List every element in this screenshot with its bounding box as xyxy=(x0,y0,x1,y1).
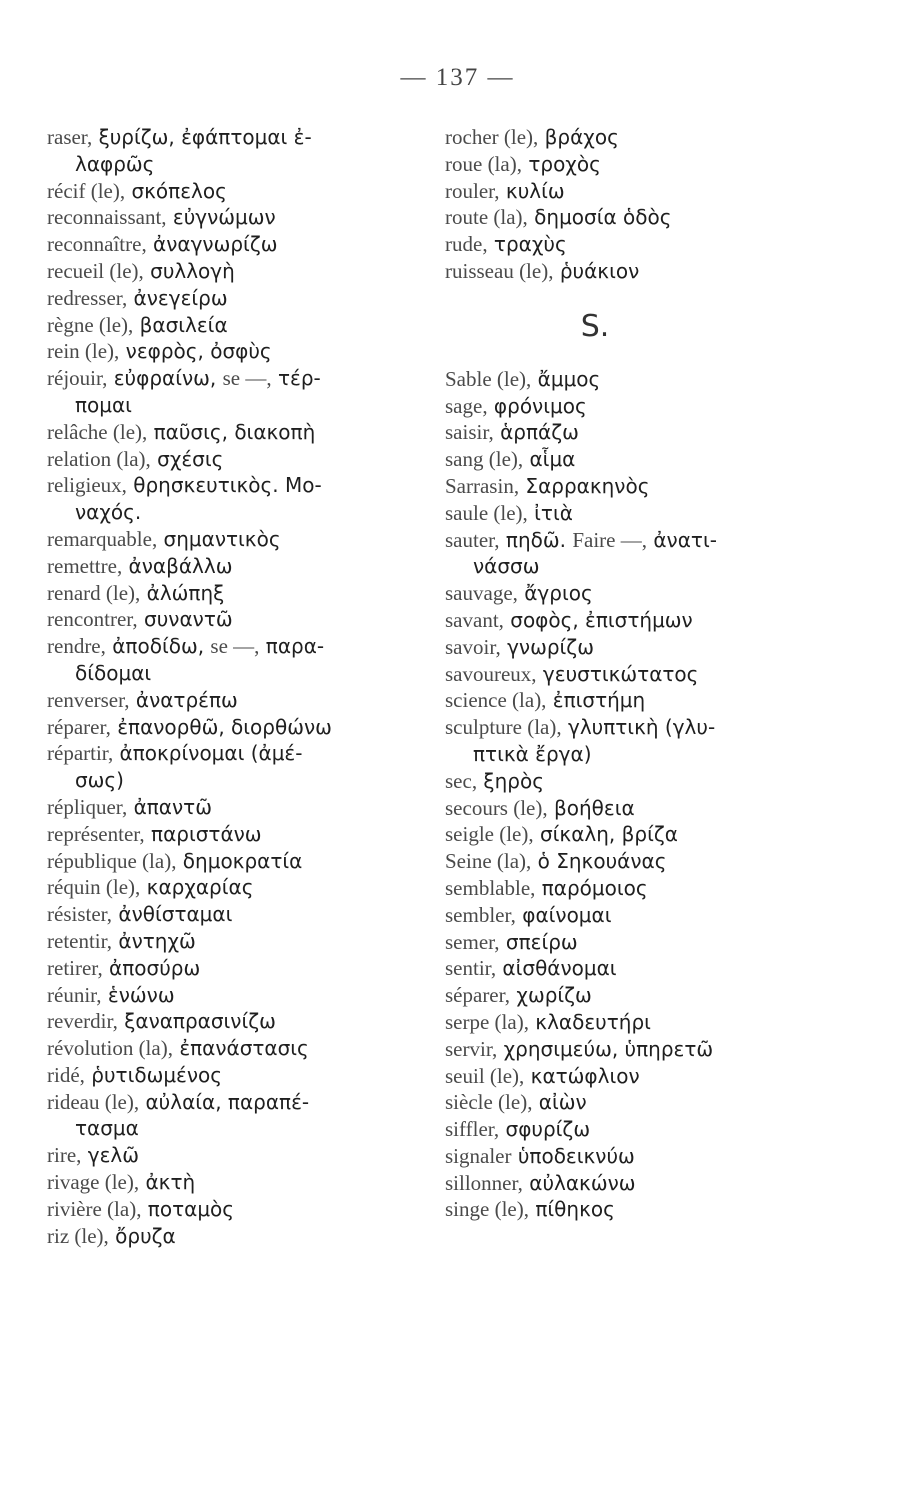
french-headword: ruisseau (le), xyxy=(445,258,554,283)
french-headword: secours (le), xyxy=(445,795,548,820)
greek-translation: πίθηκος xyxy=(528,1197,615,1222)
greek-translation: ἀποσύρω xyxy=(102,955,201,980)
greek-translation: ξυρίζω, ἐφάπτομαι ἐ- xyxy=(92,125,312,149)
french-headword: rocher (le), xyxy=(445,125,539,149)
french-headword: république (la), xyxy=(47,848,177,873)
greek-translation: πηδῶ. xyxy=(499,527,573,552)
greek-translation: κλαδευτήρι xyxy=(528,1009,651,1034)
dictionary-entry xyxy=(47,580,392,607)
french-headword: redresser, xyxy=(47,285,128,310)
dictionary-entry xyxy=(445,634,785,661)
greek-translation: ἐπανάστασις xyxy=(172,1036,309,1061)
dictionary-entry xyxy=(445,231,785,258)
dictionary-entry xyxy=(47,1089,392,1116)
french-headword: sage, xyxy=(445,393,488,418)
greek-translation: γελῶ xyxy=(81,1143,139,1168)
greek-translation: ὄρυζα xyxy=(108,1223,176,1248)
french-headword: sillonner, xyxy=(445,1170,523,1195)
french-headword: séparer, xyxy=(445,983,511,1008)
french-headword: réunir, xyxy=(47,982,102,1007)
french-headword: rideau (le), xyxy=(47,1089,140,1114)
dictionary-entry xyxy=(445,955,785,982)
french-headword: sentir, xyxy=(445,956,497,981)
greek-translation: ἄμμος xyxy=(531,366,601,391)
dictionary-entry xyxy=(47,606,392,633)
greek-translation: νάσσω xyxy=(473,554,540,579)
french-headword: sauter, xyxy=(445,527,500,552)
greek-translation: σφυρίζω xyxy=(499,1117,591,1142)
greek-translation: βοήθεια xyxy=(547,795,635,820)
dictionary-entry xyxy=(47,178,392,205)
greek-translation: ἀναγνωρίζω xyxy=(146,232,278,257)
dictionary-entry xyxy=(47,472,392,499)
right-column-s-entries xyxy=(445,366,785,1224)
greek-translation: ἀνατι- xyxy=(647,527,717,552)
french-headword: science (la), xyxy=(445,688,547,713)
greek-translation: κατώφλιον xyxy=(524,1063,640,1088)
greek-translation: ποταμὸς xyxy=(141,1196,235,1221)
greek-translation: συναντῶ xyxy=(137,607,233,632)
dictionary-entry xyxy=(445,204,785,231)
dictionary-entry xyxy=(47,955,392,982)
dictionary-entry xyxy=(47,338,392,365)
french-headword: remettre, xyxy=(47,553,123,578)
dictionary-entry xyxy=(47,553,392,580)
french-headword: relâche (le), xyxy=(47,419,148,444)
dictionary-entry xyxy=(445,1036,785,1063)
dictionary-entry xyxy=(47,1169,392,1196)
greek-translation: γλυπτικὴ (γλυ- xyxy=(561,715,716,740)
dictionary-entry xyxy=(47,874,392,901)
greek-translation: πτικὰ ἔργα) xyxy=(473,741,592,766)
greek-translation: σχέσις xyxy=(150,446,224,471)
french-headword: saisir, xyxy=(445,420,494,445)
dictionary-entry xyxy=(47,446,392,473)
dictionary-entry-continuation xyxy=(47,1115,392,1142)
dictionary-entry xyxy=(445,446,785,473)
french-headword: semblable, xyxy=(445,875,536,900)
page-number: — 137 — xyxy=(400,64,515,91)
greek-translation: ἐπανορθῶ, διορθώνω xyxy=(110,714,332,739)
dictionary-entry xyxy=(47,258,392,285)
dictionary-entry xyxy=(445,580,785,607)
greek-translation: ἀποδίδω, xyxy=(105,634,211,659)
dictionary-entry xyxy=(47,633,392,660)
french-headword: semer, xyxy=(445,929,500,954)
dictionary-entry xyxy=(445,848,785,875)
french-headword: sauvage, xyxy=(445,581,518,606)
dictionary-entry xyxy=(47,231,392,258)
dictionary-entry xyxy=(445,687,785,714)
greek-translation: αἰσθάνομαι xyxy=(496,956,617,981)
greek-translation: λαφρῶς xyxy=(75,151,155,176)
dictionary-entry xyxy=(445,473,785,500)
french-headword: réparer, xyxy=(47,714,111,739)
greek-translation: σίκαλη, βρίζα xyxy=(533,822,678,847)
dictionary-entry xyxy=(445,768,785,795)
greek-translation: ἀποκρίνομαι (ἀμέ- xyxy=(113,741,303,766)
greek-translation: ὑποδεικνύω xyxy=(511,1143,635,1168)
french-headword: singe (le), xyxy=(445,1197,529,1222)
greek-translation: σημαντικὸς xyxy=(157,526,281,551)
french-headword: renard (le), xyxy=(47,580,141,605)
greek-translation: ῥυάκιον xyxy=(553,258,640,283)
french-headword: Sable (le), xyxy=(445,366,532,391)
dictionary-entry xyxy=(445,1143,785,1170)
greek-translation: ἀπαντῶ xyxy=(127,794,212,819)
french-headword: savoureux, xyxy=(445,661,537,686)
greek-translation: ἄγριος xyxy=(517,581,593,606)
dictionary-entry xyxy=(47,312,392,339)
french-headword: roue (la), xyxy=(445,151,522,176)
greek-translation: πομαι xyxy=(75,392,132,417)
greek-translation: θρησκευτικὸς. Μο- xyxy=(126,473,322,498)
french-headword: sembler, xyxy=(445,902,516,927)
dictionary-entry xyxy=(47,928,392,955)
dictionary-entry xyxy=(445,1089,785,1116)
french-headword: rendre, xyxy=(47,634,106,659)
greek-translation: αἰὼν xyxy=(532,1090,587,1115)
greek-translation: τροχὸς xyxy=(521,151,601,176)
french-headword: siffler, xyxy=(445,1117,500,1142)
french-headword: remarquable, xyxy=(47,526,158,551)
greek-translation: βασιλεία xyxy=(133,312,228,337)
french-phrase: se —, xyxy=(210,634,260,659)
french-headword: règne (le), xyxy=(47,312,134,337)
greek-translation: βράχος xyxy=(538,125,619,149)
greek-translation: σοφὸς, ἐπιστήμων xyxy=(503,607,693,632)
french-headword: servir, xyxy=(445,1036,498,1061)
section-letter-s: S. xyxy=(580,308,610,344)
french-headword: savoir, xyxy=(445,634,501,659)
dictionary-entry xyxy=(47,687,392,714)
greek-translation: ἀναβάλλω xyxy=(122,553,233,578)
greek-translation: χρησιμεύω, ὑπηρετῶ xyxy=(497,1036,714,1061)
french-headword: relation (la), xyxy=(47,446,151,471)
greek-translation: φαίνομαι xyxy=(515,902,612,927)
greek-translation: ἁρπάζω xyxy=(493,420,579,445)
greek-translation: ἰτιὰ xyxy=(527,500,573,525)
french-headword: retirer, xyxy=(47,955,103,980)
dictionary-entry xyxy=(47,124,392,151)
french-headword: rein (le), xyxy=(47,339,120,364)
greek-translation: ξηρὸς xyxy=(477,768,544,793)
french-headword: représenter, xyxy=(47,821,145,846)
dictionary-entry xyxy=(47,1142,392,1169)
dictionary-entry xyxy=(445,1009,785,1036)
greek-translation: ξαναπρασινίζω xyxy=(117,1009,276,1034)
greek-translation: δημοσία ὁδὸς xyxy=(527,205,672,230)
greek-translation: ῥυτιδωμένος xyxy=(84,1062,223,1087)
greek-translation: σπείρω xyxy=(499,929,578,954)
greek-translation: συλλογὴ xyxy=(143,258,235,283)
greek-translation: ἐπιστήμη xyxy=(546,688,646,713)
greek-translation: νεφρὸς, ὀσφὺς xyxy=(119,339,272,364)
dictionary-entry xyxy=(445,795,785,822)
greek-translation: χωρίζω xyxy=(510,983,592,1008)
greek-translation: ἀλώπηξ xyxy=(140,580,225,605)
dictionary-entry xyxy=(445,929,785,956)
dictionary-entry xyxy=(445,1170,785,1197)
dictionary-entry xyxy=(47,1035,392,1062)
greek-translation: φρόνιμος xyxy=(487,393,587,418)
greek-translation: τασμα xyxy=(75,1116,139,1141)
greek-translation: ὁ Σηκουάνας xyxy=(531,849,667,874)
greek-translation: ἑνώνω xyxy=(101,982,175,1007)
greek-translation: Σαρρακηνὸς xyxy=(519,473,650,498)
french-headword: siècle (le), xyxy=(445,1090,533,1115)
french-headword: sculpture (la), xyxy=(445,715,562,740)
dictionary-entry xyxy=(47,204,392,231)
greek-translation: παῦσις, διακοπὴ xyxy=(147,419,316,444)
french-phrase: se —, xyxy=(222,366,272,391)
dictionary-entry xyxy=(445,982,785,1009)
french-phrase: Faire —, xyxy=(572,527,647,552)
greek-translation: ἀντηχῶ xyxy=(112,928,196,953)
dictionary-entry xyxy=(47,419,392,446)
dictionary-entry xyxy=(47,714,392,741)
french-headword: saule (le), xyxy=(445,500,528,525)
dictionary-entry xyxy=(47,901,392,928)
french-headword: reconnaître, xyxy=(47,232,147,257)
french-headword: révolution (la), xyxy=(47,1036,173,1061)
dictionary-entry xyxy=(47,1196,392,1223)
dictionary-entry xyxy=(445,1116,785,1143)
greek-translation: ἀνατρέπω xyxy=(129,687,238,712)
dictionary-entry xyxy=(47,1223,392,1250)
greek-translation: γευστικώτατος xyxy=(536,661,699,686)
french-headword: rencontrer, xyxy=(47,607,138,632)
greek-translation: δίδομαι xyxy=(75,660,152,685)
dictionary-entry xyxy=(445,1196,785,1223)
dictionary-entry xyxy=(47,740,392,767)
greek-translation: εὐφραίνω, xyxy=(107,366,223,391)
french-headword: rivière (la), xyxy=(47,1196,142,1221)
greek-translation: ἀνεγείρω xyxy=(127,285,228,310)
dictionary-entry-continuation xyxy=(47,660,392,687)
french-headword: rouler, xyxy=(445,178,500,203)
french-headword: signaler xyxy=(445,1143,512,1168)
greek-translation: εὐγνώμων xyxy=(166,205,276,230)
french-headword: récif (le), xyxy=(47,178,126,203)
french-headword: renverser, xyxy=(47,687,130,712)
right-column-r-entries xyxy=(445,124,785,285)
dictionary-entry xyxy=(47,982,392,1009)
dictionary-entry xyxy=(445,875,785,902)
dictionary-entry-continuation xyxy=(445,553,785,580)
french-headword: rire, xyxy=(47,1143,82,1168)
dictionary-entry xyxy=(445,258,785,285)
greek-translation: ἀνθίσταμαι xyxy=(112,902,233,927)
dictionary-entry xyxy=(445,902,785,929)
dictionary-entry xyxy=(445,178,785,205)
dictionary-entry xyxy=(47,365,392,392)
dictionary-entry xyxy=(445,500,785,527)
dictionary-entry xyxy=(445,821,785,848)
french-headword: route (la), xyxy=(445,205,528,230)
dictionary-entry xyxy=(445,151,785,178)
french-headword: rude, xyxy=(445,232,488,257)
dictionary-entry xyxy=(445,366,785,393)
greek-translation: τραχὺς xyxy=(487,232,567,257)
greek-translation: αὐλαία, παραπέ- xyxy=(139,1089,310,1114)
french-headword: religieux, xyxy=(47,473,127,498)
dictionary-entry xyxy=(445,607,785,634)
greek-translation: παριστάνω xyxy=(144,821,262,846)
french-headword: savant, xyxy=(445,607,504,632)
greek-translation: αἷμα xyxy=(523,447,576,472)
dictionary-entry xyxy=(445,393,785,420)
dictionary-entry xyxy=(445,527,785,554)
dictionary-entry xyxy=(47,848,392,875)
french-headword: seuil (le), xyxy=(445,1063,525,1088)
greek-translation: δημοκρατία xyxy=(176,848,303,873)
french-headword: Sarrasin, xyxy=(445,473,520,498)
french-headword: réquin (le), xyxy=(47,875,141,900)
greek-translation: παρα- xyxy=(259,634,325,659)
french-headword: serpe (la), xyxy=(445,1009,529,1034)
greek-translation: αὐλακώνω xyxy=(522,1170,636,1195)
french-headword: reverdir, xyxy=(47,1009,118,1034)
french-headword: recueil (le), xyxy=(47,258,144,283)
dictionary-entry xyxy=(47,1008,392,1035)
greek-translation: γνωρίζω xyxy=(500,634,594,659)
greek-translation: ναχός. xyxy=(75,500,142,525)
french-headword: réjouir, xyxy=(47,366,108,391)
dictionary-entry xyxy=(47,285,392,312)
french-headword: rivage (le), xyxy=(47,1170,140,1195)
greek-translation: τέρ- xyxy=(271,366,321,391)
french-headword: ridé, xyxy=(47,1062,85,1087)
dictionary-entry xyxy=(445,1063,785,1090)
dictionary-entry xyxy=(47,794,392,821)
dictionary-entry xyxy=(47,821,392,848)
greek-translation: παρόμοιος xyxy=(535,875,648,900)
french-headword: répliquer, xyxy=(47,794,128,819)
french-headword: retentir, xyxy=(47,928,113,953)
dictionary-entry xyxy=(445,124,785,151)
dictionary-entry xyxy=(445,661,785,688)
greek-translation: ἀκτὴ xyxy=(139,1170,196,1195)
dictionary-entry xyxy=(445,419,785,446)
french-headword: sec, xyxy=(445,768,478,793)
greek-translation: σως) xyxy=(75,768,124,793)
dictionary-entry xyxy=(445,714,785,741)
french-headword: reconnaissant, xyxy=(47,205,167,230)
dictionary-entry-continuation xyxy=(47,392,392,419)
dictionary-entry-continuation xyxy=(445,741,785,768)
greek-translation: κυλίω xyxy=(499,178,565,203)
right-column xyxy=(445,124,785,1223)
dictionary-entry-continuation xyxy=(47,151,392,178)
french-headword: riz (le), xyxy=(47,1223,109,1248)
french-headword: résister, xyxy=(47,902,113,927)
french-headword: répartir, xyxy=(47,741,114,766)
dictionary-entry-continuation xyxy=(47,767,392,794)
dictionary-entry xyxy=(47,526,392,553)
french-headword: raser, xyxy=(47,125,93,149)
french-headword: Seine (la), xyxy=(445,849,532,874)
greek-translation: σκόπελος xyxy=(125,178,227,203)
dictionary-entry-continuation xyxy=(47,499,392,526)
french-headword: sang (le), xyxy=(445,447,524,472)
greek-translation: καρχαρίας xyxy=(140,875,254,900)
dictionary-entry xyxy=(47,1062,392,1089)
left-column xyxy=(47,124,392,1249)
french-headword: seigle (le), xyxy=(445,822,534,847)
